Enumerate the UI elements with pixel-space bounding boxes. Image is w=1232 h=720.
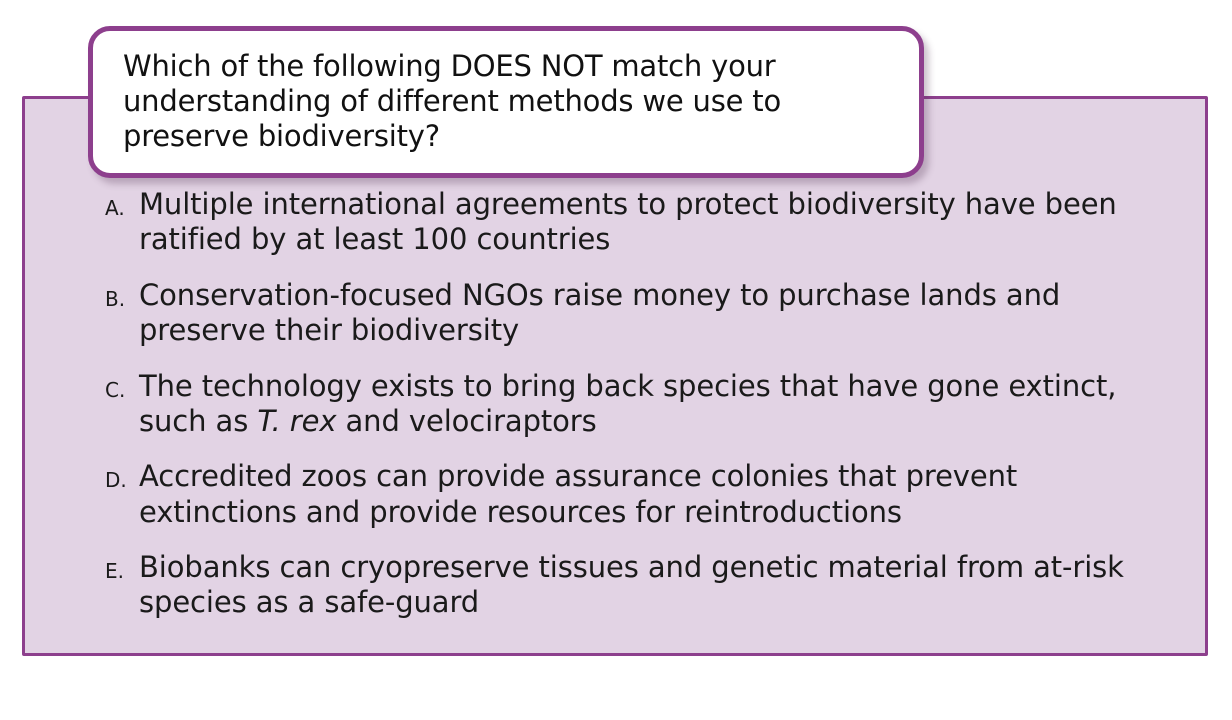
option-letter-b: B. (105, 286, 126, 311)
list-item[interactable] (105, 550, 1157, 621)
option-e-text-main: Biobanks can cryopreserve tissues and genetic material from at-risk species as a safe-guard (139, 550, 1124, 620)
option-text-e (139, 550, 1157, 621)
option-text-d (139, 459, 1157, 530)
option-c-text-after: and velociraptors (336, 403, 597, 438)
option-letter-d: D. (105, 468, 127, 493)
list-item[interactable] (105, 369, 1157, 440)
option-text-c (139, 369, 1157, 440)
list-item[interactable] (105, 187, 1157, 258)
list-item[interactable] (105, 278, 1157, 349)
page-title: Which of the following DOES NOT match your understanding of different methods we use to preserve biodiversity? (123, 49, 781, 153)
option-text-b (139, 278, 1157, 349)
option-a-text-main: Multiple international agreements to protect biodiversity have been ratified by at least 100 countries (139, 187, 1117, 257)
answer-options-panel (22, 96, 1208, 656)
option-letter-c: C. (105, 377, 126, 402)
list-item[interactable] (105, 459, 1157, 530)
option-c-text-italic: T. rex (257, 403, 337, 438)
option-d-text-main: Accredited zoos can provide assurance colonies that prevent extinctions and provide resources for reintroductions (139, 459, 1018, 529)
option-text-a (139, 187, 1157, 258)
question-callout (88, 26, 924, 178)
option-c-text-before: The technology exists to bring back species that have gone extinct, such as (139, 368, 1117, 438)
option-b-text-main: Conservation-focused NGOs raise money to purchase lands and preserve their biodiversity (139, 277, 1061, 348)
options-list (105, 187, 1157, 641)
option-letter-e: E. (105, 559, 124, 583)
option-letter-a: A. (105, 196, 125, 220)
